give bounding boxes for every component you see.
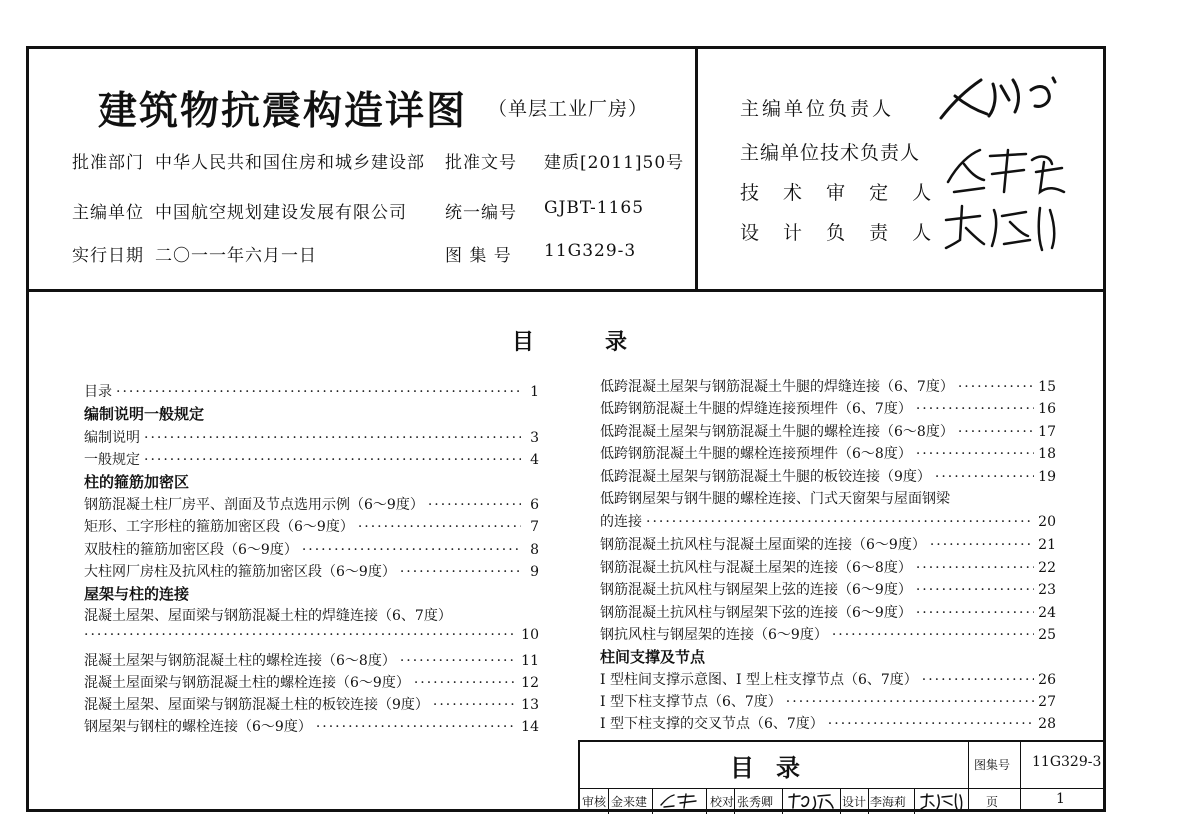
toc-leader <box>144 430 521 446</box>
toc-entry-title: 混凝土屋面梁与钢筋混凝土柱的螺栓连接（6～9度） <box>84 675 410 691</box>
toc-entry[interactable] <box>600 421 1056 442</box>
toc-entry-page: 1 <box>530 384 539 400</box>
toc-entry-page: 22 <box>1038 560 1056 576</box>
toc-entry-page: 17 <box>1038 424 1056 440</box>
toc-entry-page: 21 <box>1038 537 1056 553</box>
toc-entry-title: 低跨混凝土屋架与钢筋混凝土牛腿的焊缝连接（6、7度） <box>600 379 954 395</box>
toc-leader <box>84 627 517 643</box>
atlas-no-value: 11G329-3 <box>544 241 637 261</box>
checker-label: 校对 <box>710 795 735 809</box>
toc-entry-page: 28 <box>1038 716 1056 732</box>
designer-signature <box>918 791 966 811</box>
toc-leader <box>828 716 1034 732</box>
editor-unit-label: 主编单位 <box>72 203 144 223</box>
toc-leader <box>922 672 1034 688</box>
title-block-name: 目录 <box>730 754 822 782</box>
toc-entry-page: 4 <box>530 452 539 468</box>
designer-label: 设计 <box>842 795 867 809</box>
signature-tech-head <box>940 142 1070 198</box>
tech-head-label: 主编单位技术负责人 <box>740 142 921 164</box>
checker-name: 张秀卿 <box>737 795 774 809</box>
toc-leader <box>958 424 1034 440</box>
effective-date-value: 二〇一一年六月一日 <box>155 246 317 266</box>
signature-design-head <box>940 200 1070 256</box>
checker-signature <box>786 791 836 811</box>
approval-dept-label: 批准部门 <box>72 153 144 173</box>
toc-entry[interactable] <box>600 557 1056 578</box>
toc-entry-page: 18 <box>1038 446 1056 462</box>
toc-entry-title: 钢筋混凝土抗风柱与钢屋架上弦的连接（6～9度） <box>600 582 912 598</box>
title-block-divider <box>840 788 841 814</box>
toc-entry-page: 16 <box>1038 401 1056 417</box>
toc-heading-a: 目 <box>512 330 535 355</box>
reviewer-label: 审核 <box>582 795 607 809</box>
reviewer-name: 金来建 <box>611 795 648 809</box>
toc-leader <box>916 446 1034 462</box>
toc-entry[interactable] <box>84 516 539 537</box>
toc-entry-title: 钢抗风柱与钢屋架的连接（6～9度） <box>600 627 828 643</box>
toc-entry-title: 目录 <box>84 384 112 400</box>
toc-entry[interactable] <box>600 669 1056 690</box>
toc-entry-page: 24 <box>1038 605 1056 621</box>
toc-entry[interactable] <box>84 561 539 582</box>
toc-leader <box>316 719 517 735</box>
toc-leader <box>916 582 1034 598</box>
title-block-divider <box>968 742 969 812</box>
toc-entry-page: 10 <box>521 627 539 643</box>
document-title: 建筑物抗震构造详图 <box>98 89 468 134</box>
toc-leader <box>428 497 521 513</box>
unified-no-label: 统一编号 <box>445 203 517 223</box>
toc-entry-title[interactable]: 混凝土屋架、屋面梁与钢筋混凝土柱的焊缝连接（6、7度） <box>84 608 452 624</box>
toc-entry-page: 23 <box>1038 582 1056 598</box>
toc-entry-page: 9 <box>530 564 539 580</box>
toc-entry-title: 钢筋混凝土抗风柱与混凝土屋架的连接（6～8度） <box>600 560 912 576</box>
toc-entry-page: 27 <box>1038 694 1056 710</box>
toc-entry[interactable] <box>84 539 539 560</box>
toc-entry[interactable] <box>84 381 539 402</box>
toc-section-heading: 编制说明一般规定 <box>84 405 205 423</box>
title-block-divider <box>868 788 869 814</box>
toc-entry-page: 11 <box>521 653 539 669</box>
toc-leader <box>935 469 1034 485</box>
editor-unit-value: 中国航空规划建设发展有限公司 <box>155 203 407 223</box>
toc-entry-title: 低跨混凝土屋架与钢筋混凝土牛腿的螺栓连接（6～8度） <box>600 424 954 440</box>
toc-entry-page: 8 <box>530 542 539 558</box>
toc-section-heading: 屋架与柱的连接 <box>84 585 190 603</box>
title-block-divider <box>734 788 735 814</box>
toc-entry[interactable] <box>84 650 539 671</box>
toc-entry-title: 编制说明 <box>84 430 140 446</box>
toc-entry[interactable] <box>600 579 1056 600</box>
toc-entry-title: I 型柱间支撑示意图、I 型上柱支撑节点（6、7度） <box>600 672 918 688</box>
toc-leader <box>116 384 521 400</box>
toc-entry[interactable] <box>600 466 1056 487</box>
toc-entry[interactable] <box>84 672 539 693</box>
toc-leader <box>646 514 1034 530</box>
toc-entry-page: 14 <box>521 719 539 735</box>
toc-entry[interactable] <box>600 691 1056 712</box>
toc-entry-title: 钢筋混凝土抗风柱与钢屋架下弦的连接（6～9度） <box>600 605 912 621</box>
toc-entry-page: 25 <box>1038 627 1056 643</box>
toc-entry[interactable] <box>84 427 539 448</box>
toc-entry[interactable] <box>600 624 1056 645</box>
toc-entry-page: 13 <box>521 697 539 713</box>
toc-leader <box>916 401 1034 417</box>
toc-leader <box>433 697 517 713</box>
toc-entry-title: 混凝土屋架、屋面梁与钢筋混凝土柱的板铰连接（9度） <box>84 697 429 713</box>
toc-entry-title: 混凝土屋架与钢筋混凝土柱的螺栓连接（6～8度） <box>84 653 396 669</box>
toc-entry[interactable] <box>600 376 1056 397</box>
toc-leader <box>832 627 1034 643</box>
toc-leader <box>916 560 1034 576</box>
toc-entry-page: 6 <box>530 497 539 513</box>
toc-entry[interactable] <box>84 494 539 515</box>
tech-review-label: 技 术 审 定 人 <box>740 182 941 204</box>
signature-unit-head <box>935 70 1065 126</box>
toc-leader <box>916 605 1034 621</box>
approval-dept-value: 中华人民共和国住房和城乡建设部 <box>155 153 425 173</box>
atlas-label: 图集号 <box>974 758 1011 772</box>
approval-no-value: 建质[2011]50号 <box>544 153 685 173</box>
designer-name: 李海莉 <box>870 795 907 809</box>
unified-no-value: GJBT-1165 <box>544 198 645 218</box>
atlas-value: 11G329-3 <box>1032 754 1102 770</box>
toc-entry-page: 20 <box>1038 514 1056 530</box>
title-block-divider <box>608 788 609 814</box>
toc-entry-title: 低跨混凝土屋架与钢筋混凝土牛腿的板铰连接（9度） <box>600 469 931 485</box>
effective-date-label: 实行日期 <box>72 246 144 266</box>
toc-entry-page: 26 <box>1038 672 1056 688</box>
header-column-divider <box>695 46 698 291</box>
toc-entry[interactable] <box>84 716 539 737</box>
design-head-label: 设 计 负 责 人 <box>740 222 941 244</box>
toc-entry-page: 15 <box>1038 379 1056 395</box>
toc-leader <box>786 694 1034 710</box>
title-block <box>578 740 1106 812</box>
title-block-divider <box>914 788 915 814</box>
toc-entry-page: 19 <box>1038 469 1056 485</box>
toc-leader <box>302 542 521 558</box>
reviewer-signature <box>658 791 702 811</box>
toc-entry[interactable] <box>600 398 1056 419</box>
unit-head-label: 主编单位负责人 <box>740 98 895 120</box>
toc-entry-page: 3 <box>530 430 539 446</box>
toc-entry-title: 低跨钢筋混凝土牛腿的螺栓连接预埋件（6～8度） <box>600 446 912 462</box>
toc-leader <box>400 564 521 580</box>
toc-entry-title[interactable]: 低跨钢屋架与钢牛腿的螺栓连接、门式天窗架与屋面钢梁 <box>600 491 950 507</box>
approval-no-label: 批准文号 <box>445 153 517 173</box>
toc-entry[interactable] <box>600 713 1056 734</box>
toc-entry-page: 7 <box>530 519 539 535</box>
toc-entry[interactable] <box>600 534 1056 555</box>
title-block-divider <box>782 788 783 814</box>
toc-entry-title: 一般规定 <box>84 452 140 468</box>
title-block-divider <box>580 788 1106 789</box>
toc-section-heading: 柱间支撑及节点 <box>600 648 706 666</box>
toc-heading-b: 录 <box>605 330 628 355</box>
toc-leader <box>358 519 521 535</box>
title-block-divider <box>1020 742 1021 812</box>
toc-entry[interactable] <box>600 443 1056 464</box>
toc-entry[interactable] <box>600 511 1056 532</box>
toc-entry[interactable] <box>600 602 1056 623</box>
toc-entry[interactable] <box>84 627 539 648</box>
toc-leader <box>144 452 521 468</box>
toc-entry-title: 钢筋混凝土抗风柱与混凝土屋面梁的连接（6～9度） <box>600 537 926 553</box>
toc-leader <box>958 379 1034 395</box>
toc-section-heading: 柱的箍筋加密区 <box>84 473 190 491</box>
document-subtitle: （单层工业厂房） <box>488 98 649 120</box>
toc-entry[interactable] <box>84 694 539 715</box>
toc-leader <box>400 653 517 669</box>
toc-entry[interactable] <box>84 449 539 470</box>
title-block-divider <box>706 788 707 814</box>
title-block-divider <box>652 788 653 814</box>
toc-entry-title: 钢筋混凝土柱厂房平、剖面及节点选用示例（6～9度） <box>84 497 424 513</box>
toc-entry-page: 12 <box>521 675 539 691</box>
toc-entry-title: 双肢柱的箍筋加密区段（6～9度） <box>84 542 298 558</box>
toc-leader <box>414 675 517 691</box>
toc-entry-title: I 型下柱支撑的交叉节点（6、7度） <box>600 716 824 732</box>
toc-entry-title: 矩形、工字形柱的箍筋加密区段（6～9度） <box>84 519 354 535</box>
toc-leader <box>930 537 1034 553</box>
page-value: 1 <box>1056 791 1065 807</box>
atlas-no-label: 图 集 号 <box>445 246 512 266</box>
toc-entry-title: 的连接 <box>600 514 642 530</box>
page-label: 页 <box>986 795 999 809</box>
toc-entry-title: 大柱网厂房柱及抗风柱的箍筋加密区段（6～9度） <box>84 564 396 580</box>
toc-entry-title: 低跨钢筋混凝土牛腿的焊缝连接预埋件（6、7度） <box>600 401 912 417</box>
toc-entry-title: 钢屋架与钢柱的螺栓连接（6～9度） <box>84 719 312 735</box>
header-divider <box>26 289 1106 292</box>
toc-entry-title: I 型下柱支撑节点（6、7度） <box>600 694 782 710</box>
